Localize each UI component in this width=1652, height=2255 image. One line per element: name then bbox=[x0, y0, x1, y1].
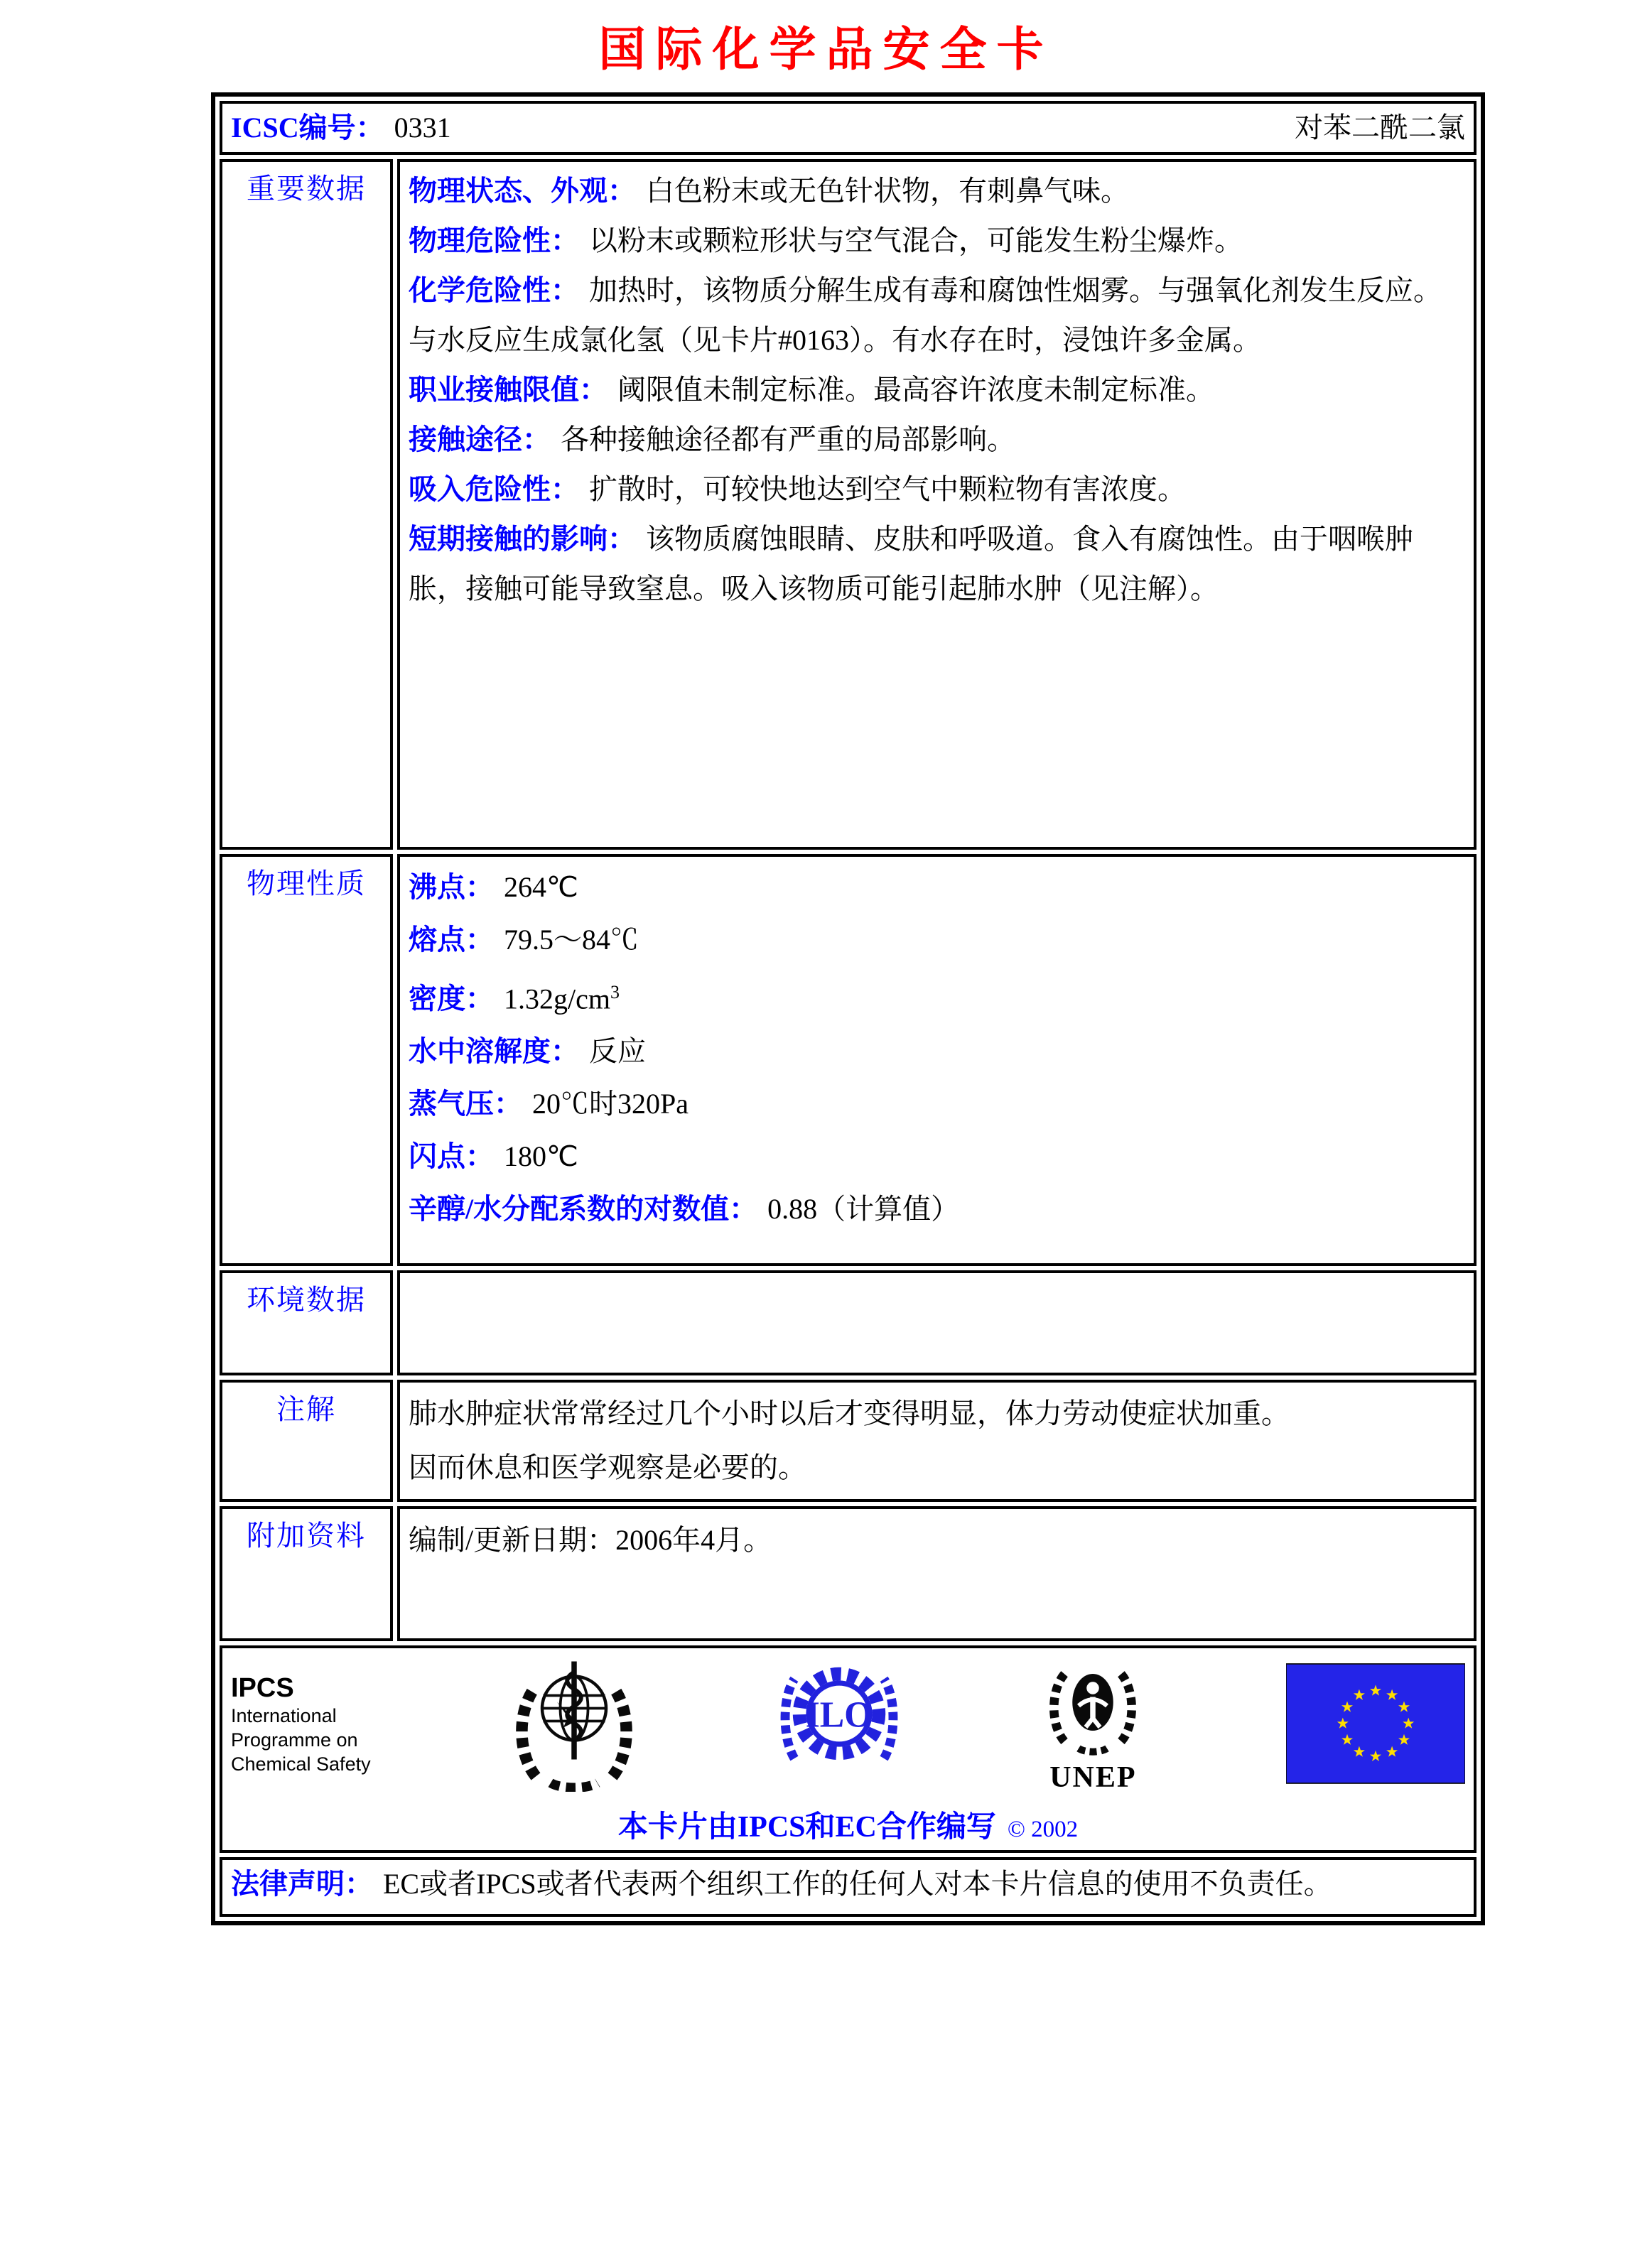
ipcs-line: Programme on bbox=[231, 1729, 358, 1751]
ipcs-line: International bbox=[231, 1705, 337, 1726]
notes-line: 因而休息和医学观察是必要的。 bbox=[409, 1451, 806, 1483]
field-line bbox=[409, 1183, 1465, 1235]
notes-content bbox=[397, 1380, 1476, 1502]
eu-flag-icon bbox=[1286, 1653, 1465, 1792]
icsc-number-group bbox=[231, 108, 451, 148]
field-line bbox=[409, 514, 1465, 614]
icsc-number-value: 0331 bbox=[394, 112, 451, 144]
field-value: 阈限值未制定标准。最高容许浓度未制定标准。 bbox=[617, 374, 1214, 406]
field-line bbox=[409, 1025, 1465, 1078]
field-label: 职业接触限值： bbox=[409, 374, 608, 406]
field-line bbox=[409, 415, 1465, 465]
logos-row bbox=[220, 1645, 1476, 1853]
field-value: 264℃ bbox=[504, 871, 578, 903]
update-date-line: 编制/更新日期：2006年4月。 bbox=[409, 1524, 772, 1556]
field-label: 闪点： bbox=[409, 1140, 494, 1173]
who-emblem-icon bbox=[510, 1653, 638, 1799]
important-data-row bbox=[220, 159, 1476, 850]
environmental-data-row bbox=[220, 1270, 1476, 1375]
field-label: 沸点： bbox=[409, 871, 494, 903]
field-value: 1.32g/cm bbox=[504, 983, 610, 1015]
field-label: 物理危险性： bbox=[409, 225, 579, 256]
logos-cell bbox=[220, 1645, 1476, 1853]
important-data-content bbox=[397, 159, 1476, 850]
ilo-emblem-icon bbox=[778, 1653, 900, 1782]
field-label: 短期接触的影响： bbox=[409, 523, 636, 555]
field-line bbox=[409, 1078, 1465, 1130]
section-label-notes: 注解 bbox=[220, 1380, 393, 1502]
physical-properties-row bbox=[220, 854, 1476, 1266]
field-label: 物理状态、外观： bbox=[409, 175, 636, 207]
ipcs-text-block bbox=[231, 1653, 371, 1776]
chemical-name: 对苯二酰二氯 bbox=[1295, 112, 1465, 144]
field-label: 熔点： bbox=[409, 924, 494, 956]
field-value: 79.5～84℃ bbox=[504, 924, 639, 956]
field-line bbox=[409, 365, 1465, 415]
field-line bbox=[409, 861, 1465, 914]
notes-line: 肺水肿症状常常经过几个小时以后才变得明显，体力劳动使症状加重。 bbox=[409, 1397, 1290, 1429]
field-value: 以粉末或颗粒形状与空气混合，可能发生粉尘爆炸。 bbox=[589, 225, 1243, 256]
field-value: 扩散时，可较快地达到空气中颗粒物有害浓度。 bbox=[589, 473, 1186, 505]
field-label: 吸入危险性： bbox=[409, 473, 579, 505]
unep-emblem-block bbox=[1040, 1653, 1146, 1795]
field-value: 加热时，该物质分解生成有毒和腐蚀性烟雾。与强氧化剂发生反应。与水反应生成氯化氢（见卡片#0163）。有水存在时，浸蚀许多金属。 bbox=[409, 274, 1442, 356]
section-label-physical-properties: 物理性质 bbox=[220, 854, 393, 1266]
field-value: 20℃时320Pa bbox=[532, 1088, 689, 1120]
field-value: 180℃ bbox=[504, 1140, 578, 1173]
field-value: 白色粉末或无色针状物，有刺鼻气味。 bbox=[646, 175, 1129, 207]
notes-row bbox=[220, 1380, 1476, 1502]
field-label: 化学危险性： bbox=[409, 274, 579, 306]
ipcs-acronym: IPCS bbox=[231, 1673, 294, 1703]
density-superscript: 3 bbox=[610, 982, 620, 1002]
credit-line bbox=[231, 1803, 1465, 1846]
field-line bbox=[409, 465, 1465, 514]
field-label: 蒸气压： bbox=[409, 1088, 522, 1120]
additional-info-row bbox=[220, 1506, 1476, 1641]
credit-copyright: © 2002 bbox=[1007, 1817, 1079, 1842]
field-line bbox=[409, 914, 1465, 966]
field-line bbox=[409, 216, 1465, 266]
header-cell bbox=[220, 101, 1476, 155]
section-label-environmental-data: 环境数据 bbox=[220, 1270, 393, 1375]
legal-label: 法律声明： bbox=[231, 1868, 373, 1900]
physical-properties-content bbox=[397, 854, 1476, 1266]
additional-info-content bbox=[397, 1506, 1476, 1641]
environmental-data-content bbox=[397, 1270, 1476, 1375]
legal-cell bbox=[220, 1857, 1476, 1917]
legal-text: EC或者IPCS或者代表两个组织工作的任何人对本卡片信息的使用不负责任。 bbox=[383, 1868, 1332, 1900]
section-label-additional-info: 附加资料 bbox=[220, 1506, 393, 1641]
field-value: 各种接触途径都有严重的局部影响。 bbox=[561, 423, 1015, 455]
credit-text: 本卡片由IPCS和EC合作编写 bbox=[617, 1811, 996, 1844]
field-line bbox=[409, 966, 1465, 1025]
field-label: 接触途径： bbox=[409, 423, 551, 455]
legal-row bbox=[220, 1857, 1476, 1917]
header-row bbox=[220, 101, 1476, 155]
field-line bbox=[409, 266, 1465, 365]
section-label-important-data: 重要数据 bbox=[220, 159, 393, 850]
field-label: 密度： bbox=[409, 983, 494, 1015]
field-value: 反应 bbox=[589, 1035, 646, 1068]
unep-label: UNEP bbox=[1049, 1761, 1137, 1794]
icsc-card-table bbox=[211, 92, 1485, 1925]
page-title: 国际化学品安全卡 bbox=[598, 24, 1054, 76]
field-value: 0.88（计算值） bbox=[767, 1193, 960, 1226]
field-line bbox=[409, 166, 1465, 216]
field-line bbox=[409, 1130, 1465, 1183]
field-label: 辛醇/水分配系数的对数值： bbox=[409, 1193, 758, 1226]
field-label: 水中溶解度： bbox=[409, 1035, 579, 1068]
field-value: 该物质腐蚀眼睛、皮肤和呼吸道。食入有腐蚀性。由于咽喉肿胀，接触可能导致窒息。吸入该物质可能引起肺水肿（见注解）。 bbox=[409, 523, 1413, 605]
svg-text:ILO: ILO bbox=[805, 1694, 873, 1736]
icsc-number-label: ICSC编号： bbox=[231, 112, 384, 144]
ipcs-line: Chemical Safety bbox=[231, 1753, 371, 1775]
